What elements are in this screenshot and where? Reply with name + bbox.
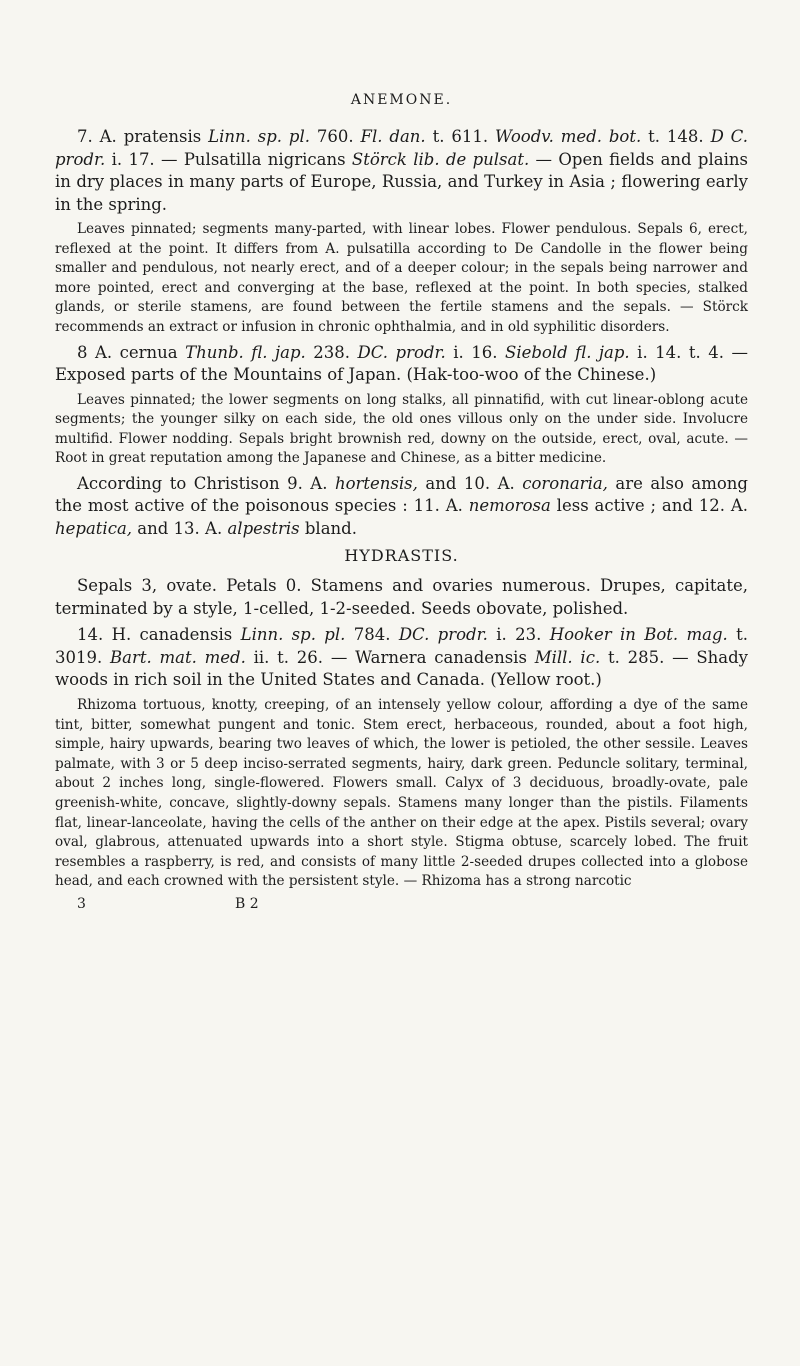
page-footer: [55, 896, 748, 916]
species-7-description: Leaves pinnated; segments many-parted, with linear lobes. Flower pendulous. Sepals 6, erect, reflexed at the point. It differs from A. pulsatilla according to De Candolle in the flower being smaller and pendulous, not nearly erect, and of a deeper colour; in the sepals being narrower and more pointed, erect and converging at the base, reflexed at the point. In both species, stalked glands, or sterile stamens, are found between the fertile stamens and the sepals. — Störck recommends an extract or infusion in chronic ophthalmia, and in old syphilitic disorders.: [55, 221, 748, 335]
species-14-description: Rhizoma tortuous, knotty, creeping, of an intensely yellow colour, affording a dye of the same tint, bitter, somewhat pungent and tonic. Stem erect, herbaceous, rounded, about a foot high, simple, hairy upwards, bearing two leaves of which, the lower is petioled, the other sessile. Leaves palmate, with 3 or 5 deep inciso-serrated segments, hairy, dark green. Peduncle solitary, terminal, about 2 inches long, single-flowered. Flowers small. Calyx of 3 deciduous, broadly-ovate, pale greenish-white, concave, slightly-downy sepals. Stamens many longer than the pistils. Filaments flat, linear-lanceolate, having the cells of the anther on their edge at the apex. Pistils several; ovary oval, glabrous, attenuated upwards into a short style. Stigma obtuse, scarcely lobed. The fruit resembles a raspberry, is red, and consists of many little 2-seeded drupes collected into a globose head, and each crowned with the persistent style. — Rhizoma has a strong narcotic: [55, 696, 748, 890]
page-number: 3: [77, 895, 86, 912]
species-8-entry: 8 A. cernua Thunb. fl. jap. 238. DC. prodr. i. 16. Siebold fl. jap. i. 14. t. 4. — Exposed parts of the Mountains of Japan. (Hak-too-woo of the Chinese.): [55, 342, 748, 385]
species-14-entry: 14. H. canadensis Linn. sp. pl. 784. DC. prodr. i. 23. Hooker in Bot. mag. t. 3019. Bart. mat. med. ii. t. 26. — Warnera canadensis Mill. ic. t. 285. — Shady woods in rich soil in the United States and Canada. (Yellow root.): [55, 625, 749, 690]
species-8-description: Leaves pinnated; the lower segments on long stalks, all pinnatifid, with cut linear-oblong acute segments; the younger silky on each side, the old ones villous only on the under side. Involucre multifid. Flower nodding. Sepals bright brownish red, downy on the outside, erect, oval, acute. — Root in great reputation among the Japanese and Chinese, as a bitter medicine.: [55, 391, 748, 467]
genus-heading: HYDRASTIS.: [344, 546, 459, 566]
species-7-entry: 7. A. pratensis Linn. sp. pl. 760. Fl. dan. t. 611. Woodv. med. bot. t. 148. D C. prodr. i. 17. — Pulsatilla nigricans Störck lib. de pulsat. — Open fields and plains in dry places in many parts of Europe, Russia, and Turkey in Asia ; flowering early in the spring.: [55, 127, 748, 214]
running-header: ANEMONE.: [350, 92, 453, 108]
signature-mark: B 2: [235, 895, 259, 912]
genus-description: Sepals 3, ovate. Petals 0. Stamens and ovaries numerous. Drupes, capitate, terminated by a style, 1-celled, 1-2-seeded. Seeds obovate, polished.: [55, 576, 748, 618]
christison-note: According to Christison 9. A. hortensis, and 10. A. coronaria, are also among the most active of the poisonous species : 11. A. nemorosa less active ; and 12. A. hepatica, and 13. A. alpestris bland.: [55, 473, 748, 538]
